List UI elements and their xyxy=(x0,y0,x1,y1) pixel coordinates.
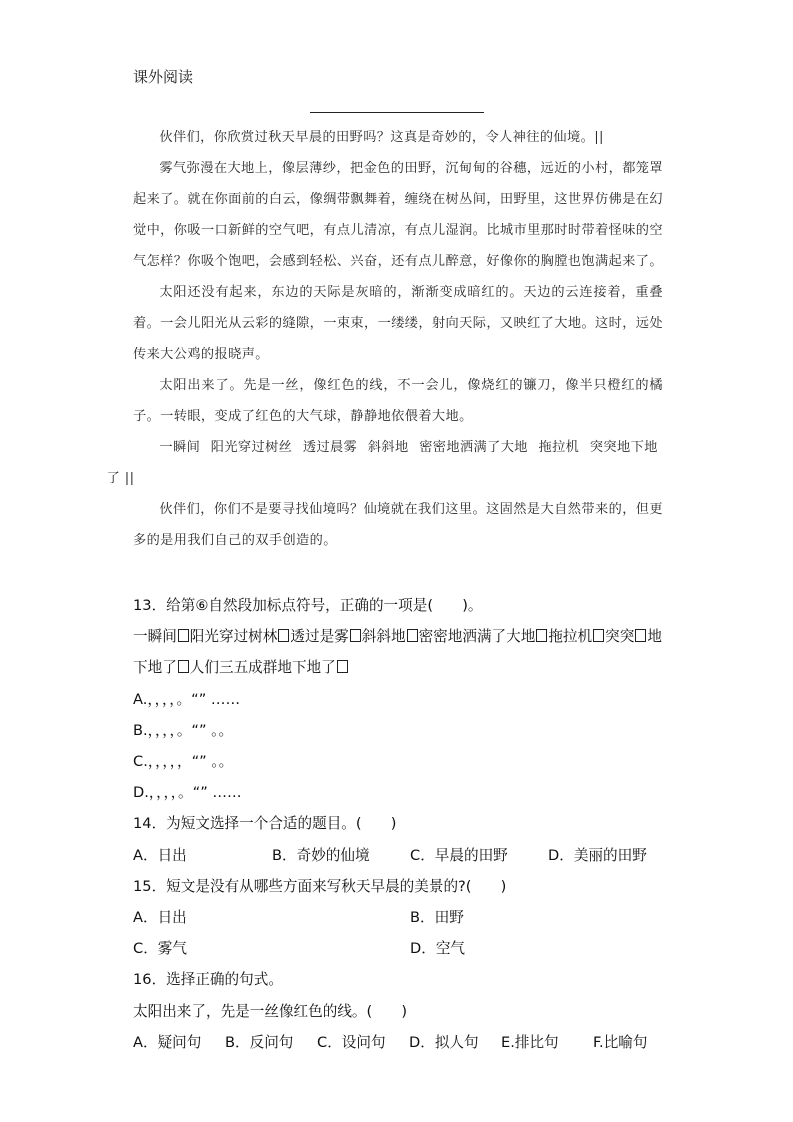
punctuation-blank[interactable] xyxy=(278,629,289,642)
question-15-option-b[interactable]: B．田野 xyxy=(410,909,464,926)
question-14-stem: 14．为短文选择一个合适的题目。( ) xyxy=(133,815,397,832)
question-16-option-f[interactable]: F.比喻句 xyxy=(593,1034,648,1051)
question-13-option-c[interactable]: C.，，，，，“” 。。 xyxy=(133,753,234,770)
question-15-options-row-2 xyxy=(133,933,693,964)
question-13-sentence-line-2: 下地了 人们三五成群地下地了 xyxy=(133,652,693,683)
punctuation-blank[interactable] xyxy=(407,629,418,642)
blank-title-line xyxy=(310,112,484,113)
question-15-stem: 15．短文是没有从哪些方面来写秋天早晨的美景的?( ) xyxy=(133,878,507,895)
punctuation-blank[interactable] xyxy=(350,629,361,642)
question-13-option-a[interactable]: A.，，，，。“” …… xyxy=(133,691,241,708)
passage-paragraph-1: 伙伴们，你欣赏过秋天早晨的田野吗？这真是奇妙的，令人神往的仙境。|| xyxy=(159,130,604,145)
passage-paragraph-2: 雾气弥漫在大地上，像层薄纱，把金色的田野，沉甸甸的谷穗，远近的小村，都笼罩起来了。就在你面前的白云，像绸带飘舞着，缠绕在树丛间，田野里，这世界仿佛是在幻觉中，你吸一口新鲜的空气吧，有点儿清凉，有点儿湿润。比城市里那时时带着怪味的空气怎样？你吸个饱吧，会感到轻松、兴奋，还有点儿醉意，好像你的胸膛也饱满起来了。 xyxy=(133,161,663,269)
question-14-option-a[interactable]: A．日出 xyxy=(133,847,187,864)
question-13-option-b[interactable]: B.，，，，。“” 。。 xyxy=(133,722,234,739)
punctuation-blank[interactable] xyxy=(635,629,646,642)
punctuation-blank[interactable] xyxy=(536,629,547,642)
question-15-options-row-1 xyxy=(133,902,693,933)
question-15-option-c[interactable]: C．雾气 xyxy=(133,940,187,957)
passage-paragraph-6: 伙伴们，你们不是要寻找仙境吗？仙境就在我们这里。这固然是大自然带来的，但更多的是用我们自己的双手创造的。 xyxy=(133,502,663,548)
question-13-sentence-line-1: 一瞬间 阳光穿过树林 透过是雾 斜斜地 密密地洒满了大地 拖拉机 突突 地 xyxy=(133,628,662,645)
question-15-option-a[interactable]: A．日出 xyxy=(133,909,187,926)
question-16-stem: 16．选择正确的句式。 xyxy=(133,971,283,988)
question-14-option-d[interactable]: D．美丽的田野 xyxy=(548,847,647,864)
punctuation-blank[interactable] xyxy=(178,660,189,673)
passage-paragraph-3: 太阳还没有起来，东边的天际是灰暗的，渐渐变成暗红的。天边的云连接着，重叠着。一会儿阳光从云彩的缝隙，一束束，一缕缕，射向天际，又映红了大地。这时，远处传来大公鸡的报晓声。 xyxy=(133,285,663,362)
question-15-option-d[interactable]: D．空气 xyxy=(410,940,466,957)
question-14-option-b[interactable]: B．奇妙的仙境 xyxy=(272,847,370,864)
punctuation-blank[interactable] xyxy=(178,629,189,642)
question-14-options xyxy=(133,840,693,871)
question-16-option-b[interactable]: B．反问句 xyxy=(225,1034,294,1051)
question-16-option-a[interactable]: A．疑问句 xyxy=(133,1034,202,1051)
question-16-option-e[interactable]: E.排比句 xyxy=(501,1034,559,1051)
question-13-stem: 13．给第⑥自然段加标点符号，正确的一项是( )。 xyxy=(133,597,483,614)
passage-paragraph-5: 一瞬间 阳光穿过树丝 透过晨雾 斜斜地 密密地洒满了大地 拖拉机 突突地下地 了 || xyxy=(106,440,658,486)
question-16-option-c[interactable]: C．设问句 xyxy=(317,1034,386,1051)
question-16-option-d[interactable]: D．拟人句 xyxy=(409,1034,479,1051)
section-title: 课外阅读 xyxy=(133,68,194,86)
question-16-options xyxy=(133,1027,693,1058)
question-14-option-c[interactable]: C．早晨的田野 xyxy=(410,847,508,864)
passage-paragraph-4: 太阳出来了。先是一丝，像红色的线，不一会儿，像烧红的镰刀，像半只橙红的橘子。一转眼，变成了红色的大气球，静静地依偎着大地。 xyxy=(133,378,663,424)
question-13-option-d[interactable]: D.，，，，。“” …… xyxy=(133,784,242,801)
reading-passage xyxy=(106,122,663,556)
question-16-sentence: 太阳出来了，先是一丝像红色的线。( ) xyxy=(133,1003,408,1020)
punctuation-blank[interactable] xyxy=(593,629,604,642)
punctuation-blank[interactable] xyxy=(337,660,348,673)
